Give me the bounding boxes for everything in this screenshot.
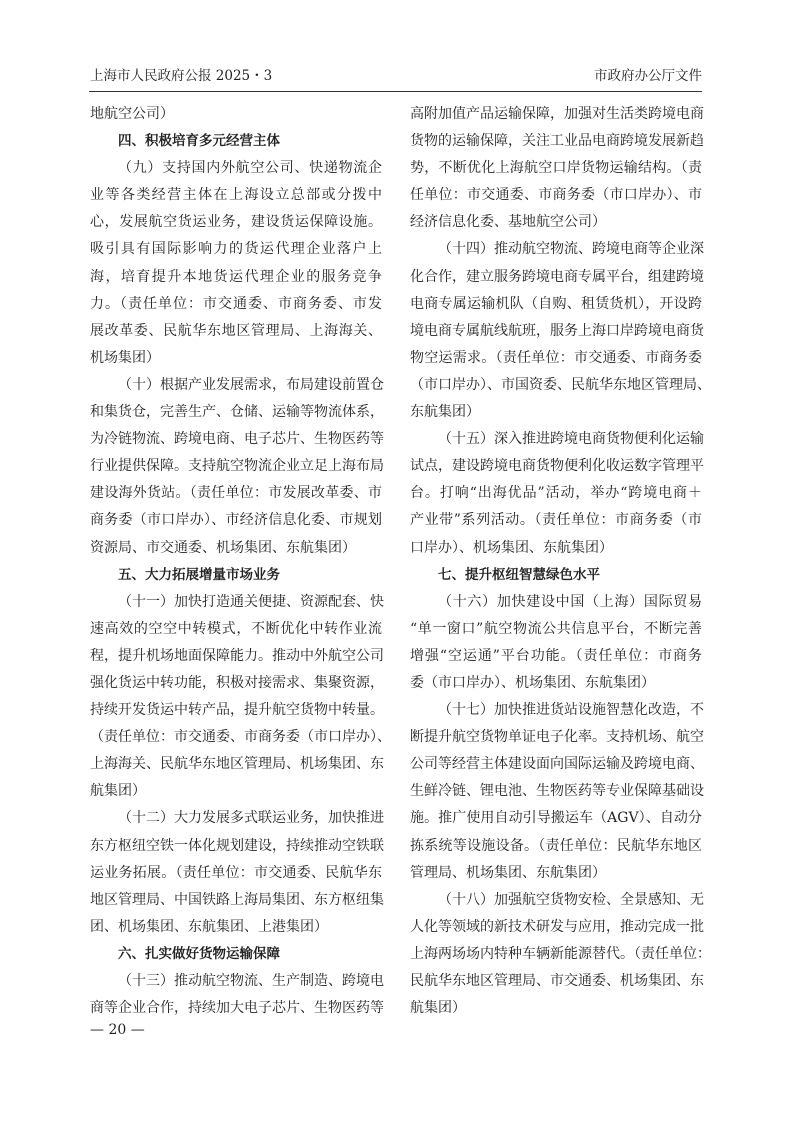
section-heading: 七、提升枢纽智慧绿色水平 [438,566,600,583]
text-line: 施。推广使用自动引导搬运车（AGV）、自动分 [410,810,702,827]
text-line: 团、机场集团、东航集团、上港集团） [90,918,328,935]
text-line: 强化货运中转功能，积极对接需求、集聚资源， [90,674,384,691]
text-line: （九）支持国内外航空公司、快递物流企 [118,160,382,177]
text-line: 航集团） [410,1000,466,1017]
journal-title-header: 上海市人民政府公报 2025・3 [90,68,273,84]
text-line: 高附加值产品运输保障，加强对生活类跨境电商 [410,106,704,122]
text-line: 断提升航空货物单证电子化率。支持机场、航空 [410,729,704,746]
page-number: — 20 — [90,1022,145,1038]
text-line: 增强“空运通”平台功能。（责任单位：市商务 [410,647,702,664]
text-line: 境电商专属航线航班，服务上海口岸跨境电商货 [410,322,704,339]
text-line: 民航华东地区管理局、市交通委、机场集团、东 [410,973,704,989]
text-line: 上海海关、民航华东地区管理局、机场集团、东 [90,756,384,773]
text-line: 东方枢纽空铁一体化规划建设，持续推动空铁联 [90,837,384,854]
text-line: 业等各类经营主体在上海设立总部或分拨中 [90,187,382,204]
text-line: 拣系统等设施设备。（责任单位：民航华东地区 [410,837,702,854]
text-line: 台。打响“出海优品”活动，举办“跨境电商＋ [410,485,702,502]
text-line: 速高效的空空中转模式，不断优化中转作业流 [90,620,382,637]
text-line: 运业务拓展。（责任单位：市交通委、民航华东 [90,864,382,881]
text-line: 地航空公司） [90,106,174,122]
section-header: 市政府办公厅文件 [594,68,702,84]
text-line: 吸引具有国际影响力的货运代理企业落户上 [90,241,382,258]
text-line: 和集货仓，完善生产、仓储、运输等物流体系， [90,404,384,421]
text-line: 展改革委、民航华东地区管理局、上海海关、 [90,322,382,339]
text-line: （市口岸办）、市国资委、民航华东地区管理局、 [410,376,711,393]
text-line: 管理局、机场集团、东航集团） [410,864,606,881]
section-heading: 六、扎实做好货物运输保障 [118,945,280,962]
text-line: （十五）深入推进跨境电商货物便利化运输 [438,431,704,448]
section-heading: 四、积极培育多元经营主体 [118,133,280,150]
text-line: 建设海外货站。（责任单位：市发展改革委、市 [90,485,382,502]
text-line: 地区管理局、中国铁路上海局集团、东方枢纽集 [90,891,384,908]
text-line: 经济信息化委、基地航空公司） [410,214,606,231]
text-line: （责任单位：市交通委、市商务委（市口岸办）、 [90,729,391,746]
text-line: 物空运需求。（责任单位：市交通委、市商务委 [410,349,702,366]
text-line: 行业提供保障。支持航空物流企业立足上海布局 [90,458,384,475]
text-line: 资源局、市交通委、机场集团、东航集团） [90,539,356,556]
text-line: 持续开发货运中转产品，提升航空货物中转量。 [90,702,384,719]
text-line: 委（市口岸办）、机场集团、东航集团） [410,674,655,691]
text-line: 势，不断优化上海航空口岸货物运输结构。（责 [410,160,702,177]
text-line: （十二）大力发展多式联运业务，加快推进 [118,810,384,827]
text-line: 为冷链物流、跨境电商、电子芯片、生物医药等 [90,431,384,448]
text-line: （十）根据产业发展需求，布局建设前置仓 [118,376,384,393]
text-line: 货物的运输保障，关注工业品电商跨境发展新趋 [410,133,704,150]
text-line: 生鲜冷链、锂电池、生物医药等专业保障基础设 [410,783,704,800]
text-line: 电商专属运输机队（自购、租赁货机），开设跨 [410,295,702,312]
text-line: 商等企业合作，持续加大电子芯片、生物医药等 [90,1000,384,1017]
text-line: 化合作，建立服务跨境电商专属平台，组建跨境 [410,268,704,285]
text-line: （十三）推动航空物流、生产制造、跨境电 [118,973,384,989]
text-line: （十八）加强航空货物安检、全景感知、无 [438,891,704,908]
text-line: “单一窗口”航空物流公共信息平台，不断完善 [410,620,702,637]
left-column [90,101,391,1022]
section-heading: 五、大力拓展增量市场业务 [118,566,280,583]
text-line: 力。（责任单位：市交通委、市商务委、市发 [90,295,382,312]
text-line: 任单位：市交通委、市商务委（市口岸办）、市 [410,187,702,204]
text-line: 程，提升机场地面保障能力。推动中外航空公司 [90,647,384,664]
text-line: 商务委（市口岸办）、市经济信息化委、市规划 [90,512,382,529]
text-line: 产业带”系列活动。（责任单位：市商务委（市 [410,512,702,529]
text-line: 试点，建设跨境电商货物便利化收运数字管理平 [410,458,704,475]
text-line: 口岸办）、机场集团、东航集团） [410,539,613,556]
text-line: （十七）加快推进货站设施智慧化改造，不 [438,702,704,719]
text-line: （十六）加快建设中国（上海）国际贸易 [438,593,702,610]
right-column [410,101,711,1022]
text-line: 人化等领域的新技术研发与应用，推动完成一批 [410,918,704,935]
text-line: （十四）推动航空物流、跨境电商等企业深 [438,241,704,258]
text-line: 东航集团） [410,404,480,421]
header-rule [89,91,702,92]
text-line: 心，发展航空货运业务，建设货运保障设施。 [90,214,382,231]
text-line: 航集团） [90,783,146,800]
text-line: （十一）加快打造通关便捷、资源配套、快 [118,593,384,610]
text-line: 机场集团） [90,349,160,366]
text-line: 公司等经营主体建设面向国际运输及跨境电商、 [410,756,704,773]
text-line: 海，培育提升本地货运代理企业的服务竞争 [90,268,382,285]
text-line: 上海两场场内特种车辆新能源替代。（责任单位： [410,945,711,962]
